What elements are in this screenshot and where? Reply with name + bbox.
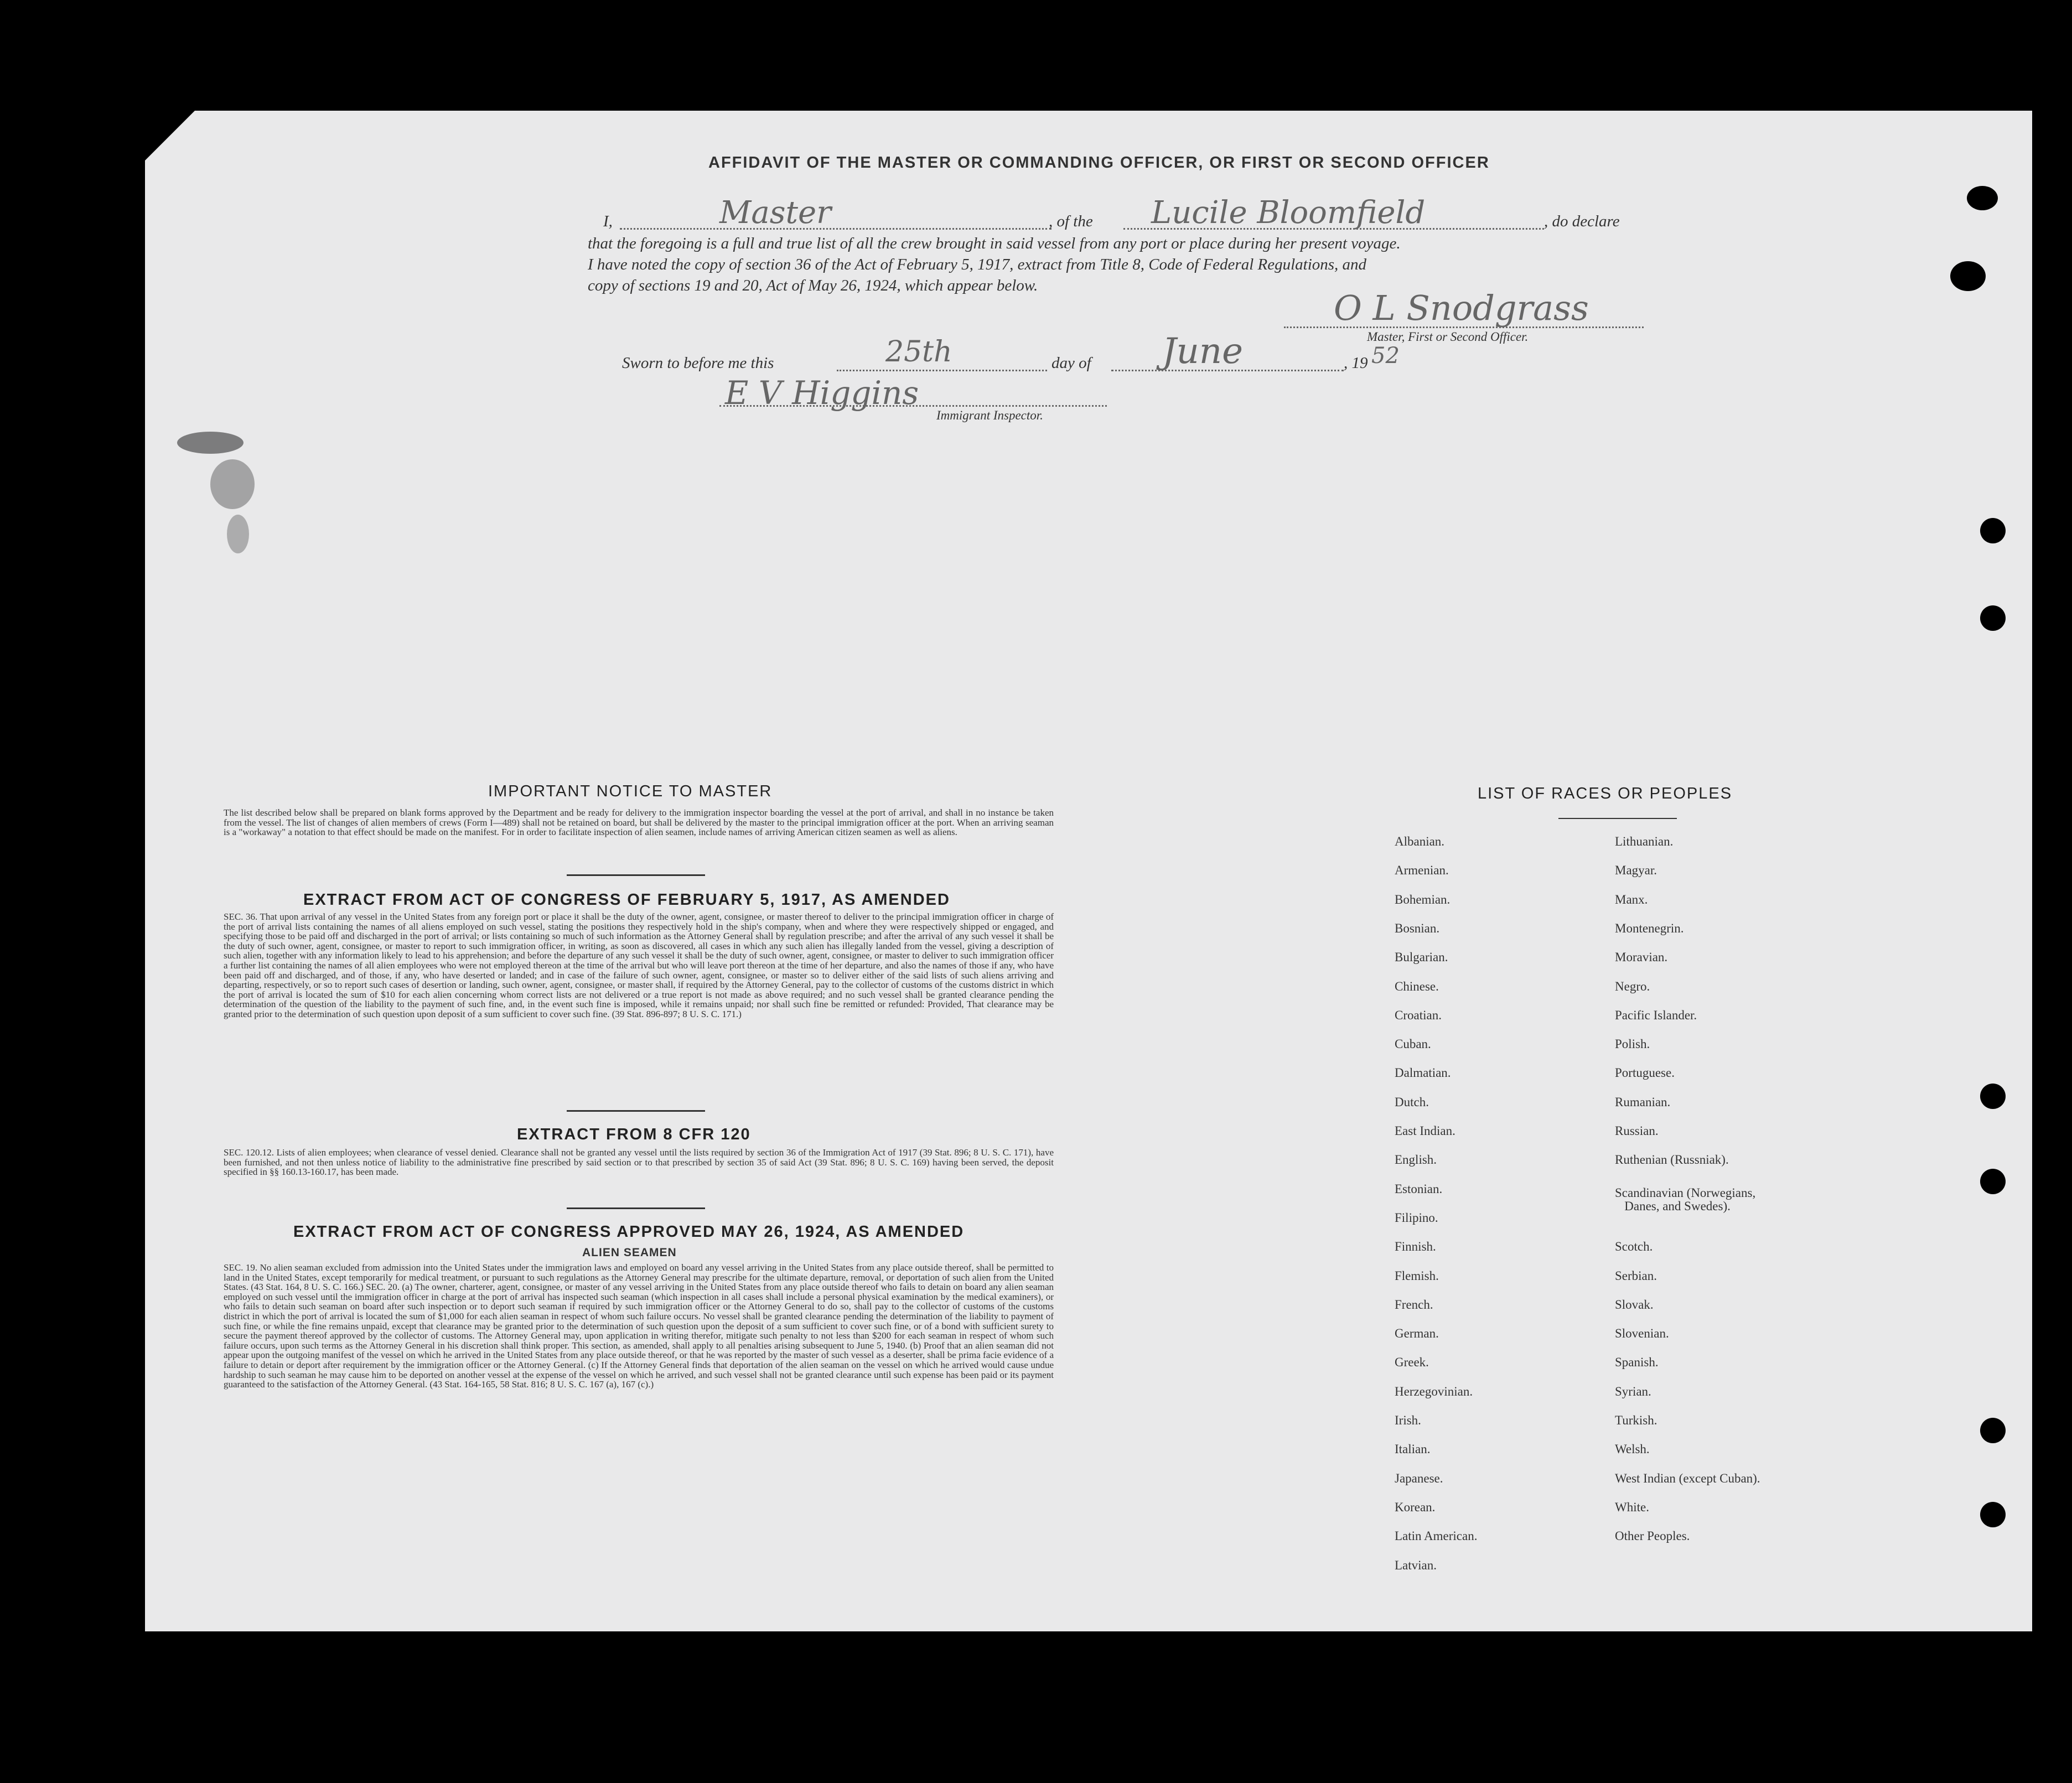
races-title: LIST OF RACES OR PEOPLES	[1478, 785, 1733, 802]
document-page	[145, 111, 2032, 1631]
divider	[1558, 818, 1677, 819]
race-item: Manx.	[1615, 892, 1648, 906]
ink-smudge	[177, 432, 244, 454]
race-item: White.	[1615, 1500, 1649, 1514]
handwritten-declarant: Master	[719, 195, 831, 231]
race-item: Scotch.	[1615, 1240, 1653, 1254]
race-item: Chinese.	[1395, 979, 1439, 993]
race-item: Moravian.	[1615, 950, 1668, 965]
race-item: Albanian.	[1395, 835, 1445, 848]
race-item: Negro.	[1615, 979, 1650, 993]
race-item: Irish.	[1395, 1413, 1421, 1427]
race-item: Spanish.	[1615, 1355, 1659, 1370]
race-item: Armenian.	[1395, 863, 1449, 878]
binder-hole	[1980, 1418, 2006, 1443]
race-item: Latvian.	[1395, 1558, 1437, 1572]
race-item: East Indian.	[1395, 1124, 1455, 1138]
race-item: Rumanian.	[1615, 1095, 1671, 1109]
binder-hole	[1980, 518, 2006, 543]
race-item: Other Peoples.	[1615, 1529, 1690, 1543]
declarant-blank	[620, 228, 1051, 230]
race-item: Dutch.	[1395, 1095, 1429, 1109]
handwritten-year: 52	[1371, 343, 1400, 369]
sworn-prefix: Sworn to before me this	[622, 354, 774, 372]
affidavit-title: AFFIDAVIT OF THE MASTER OR COMMANDING OFFICER, OR FIRST OR SECOND OFFICER	[708, 154, 1490, 172]
inspector-caption: Immigrant Inspector.	[936, 408, 1043, 422]
race-item: Magyar.	[1615, 863, 1657, 878]
race-item: Syrian.	[1615, 1384, 1651, 1398]
sworn-day-blank	[837, 370, 1047, 371]
notice-title: IMPORTANT NOTICE TO MASTER	[488, 782, 773, 800]
race-item: Ruthenian (Russniak).	[1615, 1153, 1729, 1167]
binder-hole	[1967, 186, 1998, 210]
affidavit-of-the: , of the	[1049, 212, 1093, 230]
race-item: Flemish.	[1395, 1268, 1439, 1283]
race-item: Scandinavian (Norwegians, Danes, and Swedes).	[1615, 1185, 1756, 1213]
race-item: Finnish.	[1395, 1240, 1436, 1254]
race-item: Japanese.	[1395, 1471, 1443, 1485]
race-item: Pacific Islander.	[1615, 1008, 1697, 1022]
officer-caption: Master, First or Second Officer.	[1367, 330, 1529, 344]
extract-1917-title: EXTRACT FROM ACT OF CONGRESS OF FEBRUARY 5, 1917, AS AMENDED	[303, 891, 950, 909]
ink-smudge	[227, 515, 249, 553]
extract-1924-title: EXTRACT FROM ACT OF CONGRESS APPROVED MAY 26, 1924, AS AMENDED	[293, 1223, 965, 1241]
race-item: West Indian (except Cuban).	[1615, 1471, 1760, 1485]
race-item: Portuguese.	[1615, 1066, 1675, 1080]
race-item: Turkish.	[1615, 1413, 1657, 1427]
binder-hole	[1980, 1084, 2006, 1109]
officer-signature: O L Snodgrass	[1334, 288, 1589, 328]
sworn-year-prefix: , 19	[1344, 354, 1368, 372]
race-item: Bulgarian.	[1395, 950, 1448, 965]
race-item: Slovak.	[1615, 1297, 1654, 1312]
sworn-day-label: day of	[1051, 354, 1091, 372]
race-item: Welsh.	[1615, 1442, 1650, 1457]
race-item: Italian.	[1395, 1442, 1431, 1457]
affidavit-line-3: I have noted the copy of section 36 of the Act of February 5, 1917, extract from Title 8, Code of Federal Regulations, and	[588, 256, 1367, 273]
race-item: English.	[1395, 1153, 1437, 1167]
binder-hole	[1950, 261, 1986, 291]
extract-1917-body: SEC. 36. That upon arrival of any vessel in the United States from any foreign port or place it shall be the duty of the owner, agent, consignee, or master thereof to deliver to the principal immigration officer in charge of the port of arrival lists containing the names of all aliens employed on such vessel, stating the positions they respectively hold in the ship's company, when and where they were respectively shipped or engaged, and specifying those to be paid off and discharged in the port of arrival; or lists containing so much of such information as the Attorney General shall by regulation prescribe; and after the arrival of any such vessel it shall be the duty of such owner, agent, consignee, or master to report to such immigration officer, in writing, as soon as discovered, all cases in which any such alien has illegally landed from the vessel, giving a description of such alien, together with any information likely to lead to his apprehension; and before the departure of any such vessel it shall be the duty of such owner, agent, consignee, or master to deliver to such immigration officer a further list containing the names of all alien employees who were not employed thereon at the time of the arrival but who will leave port thereon at the time of her departure, and also the names of those if any, who have been paid off and discharged, and of those, if any, who have deserted or landed; and in case of the failure of such owner, agent, consignee, or master so to deliver either of the said lists of such aliens arriving and departing, respectively, or so to report such cases of desertion or landing, such owner, agent, consignee, or master shall, if required by the Attorney General, pay to the collector of customs of the customs district in which the port of arrival is located the sum of $10 for each alien concerning whom correct lists are not delivered or a true report is not made as above required; and no such vessel shall be granted clearance pending the determination of the question of the liability to the payment of such fine, and, in the event such fine is imposed, while it remains unpaid; nor shall such fine be remitted or refunded: Provided, That clearance may be granted prior to the determination of such question upon deposit of a sum sufficient to cover such fine. (39 Stat. 896-897; 8 U. S. C. 171.)	[224, 911, 1054, 1019]
race-item: German.	[1395, 1326, 1439, 1341]
race-item: Slovenian.	[1615, 1326, 1669, 1341]
divider	[567, 1110, 705, 1112]
race-item: Serbian.	[1615, 1268, 1657, 1283]
race-item: Montenegrin.	[1615, 921, 1684, 935]
race-item: Latin American.	[1395, 1529, 1478, 1543]
extract-1924-body: SEC. 19. No alien seaman excluded from admission into the United States under the immigration laws and employed on board any vessel arriving in the United States from any place outside thereof, shall be permitted to land in the United States, except temporarily for medical treatment, or pursuant to such regulations as the Attorney General may prescribe for the ultimate departure, removal, or deportation of such alien from the United States. (43 Stat. 164, 8 U. S. C. 166.) SEC. 20. (a) The owner, charterer, agent, consignee, or master of any vessel arriving in the United States from any place outside thereof who fails to detain on board any alien seaman employed on such vessel until the immigration officer in charge at the port of arrival has inspected such seaman (which inspection in all cases shall include a personal physical examination by the medical examiners), or who fails to detain such seaman on board after such inspection or to deport such seaman if required by such immigration officer or the Attorney General to do so, shall pay to the collector of customs of the customs district in which the port of arrival is located the sum of $1,000 for each alien seaman in respect of whom such failure occurs. No vessel shall be granted clearance pending the determination of the liability to payment of such fine, or while the fine remains unpaid, except that clearance may be granted prior to the determination of such question upon the deposit of a sum sufficient to cover such fine, or of a bond with sufficient surety to secure the payment thereof approved by the collector of customs. The Attorney General may, upon application in writing therefor, mitigate such penalty to not less than $200 for each seaman in respect of whom such failure occurs, upon such terms as the Attorney General in his discretion shall think proper. This section, as amended, shall apply to all penalties arising subsequent to June 5, 1940. (b) Proof that an alien seaman did not appear upon the outgoing manifest of the vessel on which he arrived in the United States from any place outside thereof, or that he was reported by the master of such vessel as a deserter, shall be prima facie evidence of a failure to detain or deport after requirement by the immigration officer or the Attorney General. (c) If the Attorney General finds that deportation of the alien seaman on the vessel on which he arrived would cause undue hardship to such seaman he may cause him to be deported on another vessel at the expense of the vessel on which he arrived, and such vessel shall not be granted clearance until such expense has been paid or its payment guaranteed to the satisfaction of the Attorney General. (43 Stat. 164-165, 58 Stat. 816; 8 U. S. C. 167 (a), 167 (c).)	[224, 1262, 1054, 1390]
affidavit-line-4: copy of sections 19 and 20, Act of May 26, 1924, which appear below.	[588, 277, 1038, 294]
affidavit-prefix: I,	[603, 212, 613, 230]
binder-hole	[1980, 605, 2006, 631]
race-item: Filipino.	[1395, 1210, 1438, 1225]
race-item: Herzegovinian.	[1395, 1384, 1473, 1398]
binder-hole	[1980, 1502, 2006, 1527]
race-item: Cuban.	[1395, 1037, 1431, 1051]
alien-seamen-subtitle: ALIEN SEAMEN	[582, 1246, 677, 1259]
extract-8cfr-body: SEC. 120.12. Lists of alien employees; when clearance of vessel denied. Clearance shall not be granted any vessel until the lists required by section 36 of the Immigration Act of 1917 (39 Stat. 896; 8 U. S. C. 171), have been furnished, and not then unless notice of liability to the administrative fine prescribed by said section or to that prescribed by section 35 of said Act (39 Stat. 896; 8 U. S. C. 169) having been served, the deposit specified in §§ 160.13-160.17, has been made.	[224, 1147, 1054, 1178]
race-item: Korean.	[1395, 1500, 1436, 1514]
extract-8cfr-title: EXTRACT FROM 8 CFR 120	[517, 1126, 751, 1143]
inspector-signature: E V Higgins	[725, 374, 919, 412]
handwritten-vessel: Lucile Bloomfield	[1151, 195, 1426, 231]
binder-hole	[1980, 1169, 2006, 1194]
race-item: Greek.	[1395, 1355, 1429, 1370]
folded-corner	[145, 111, 195, 160]
race-item: Polish.	[1615, 1037, 1650, 1051]
notice-body: The list described below shall be prepared on blank forms approved by the Department and be ready for delivery to the immigration inspector boarding the vessel at the port of arrival, and shall in no instance be taken from the vessel. The list of changes of alien members of crews (Form I—489) shall not be retained on board, but shall be delivered by the master to the principal immigration officer at the port. When an arriving seaman is a "workaway" a notation to that effect should be made on the manifest. For in order to facilitate inspection of alien seamen, include names of arriving American citizen seamen as well as aliens.	[224, 807, 1054, 838]
race-item: French.	[1395, 1297, 1433, 1312]
race-item: Lithuanian.	[1615, 835, 1674, 848]
race-item: Croatian.	[1395, 1008, 1442, 1022]
affidavit-declare: , do declare	[1544, 212, 1620, 230]
divider	[567, 874, 705, 876]
race-item: Russian.	[1615, 1124, 1659, 1138]
affidavit-line-2: that the foregoing is a full and true list of all the crew brought in said vessel from any port or place during her present voyage.	[588, 235, 1401, 252]
divider	[567, 1207, 705, 1209]
race-item: Dalmatian.	[1395, 1066, 1451, 1080]
race-item: Bohemian.	[1395, 892, 1451, 906]
race-item: Bosnian.	[1395, 921, 1440, 935]
handwritten-day: 25th	[885, 335, 952, 369]
ink-smudge	[210, 459, 255, 509]
handwritten-month: June	[1162, 331, 1243, 372]
race-item: Estonian.	[1395, 1181, 1443, 1196]
